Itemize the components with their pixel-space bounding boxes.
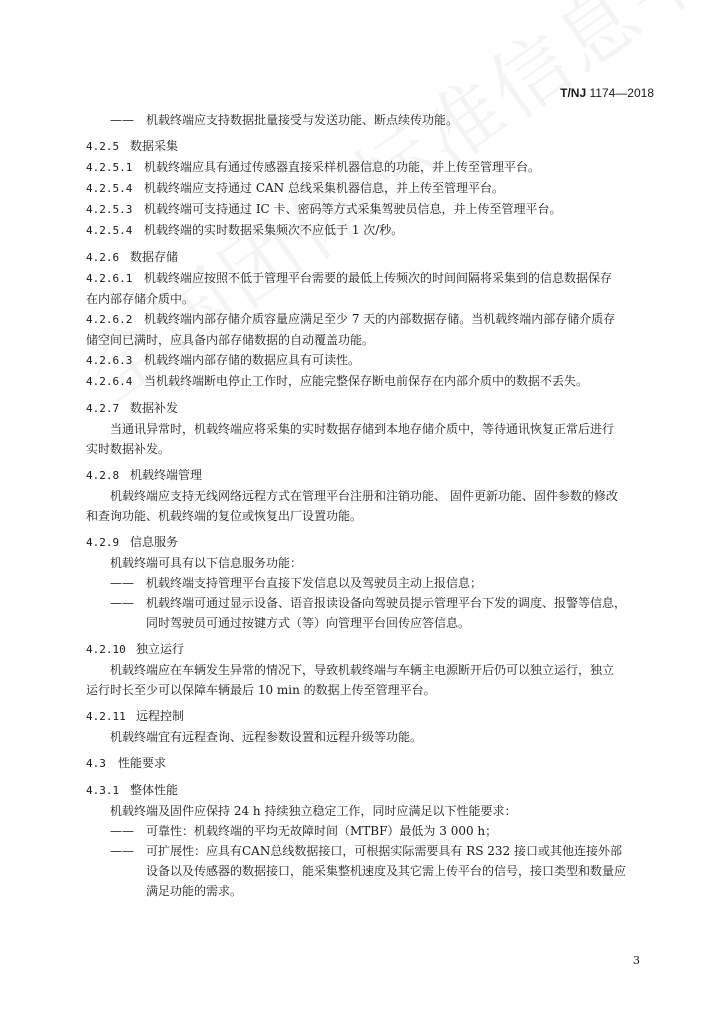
section-heading (86, 639, 654, 660)
section-heading (86, 247, 654, 268)
section-heading (86, 780, 654, 801)
list-item-continuation: 同时驾驶员可通过按键方式（等）向管理平台回传应答信息。 (146, 616, 471, 630)
clause-text: 机载终端应具有通过传感器直接采样机器信息的功能，并上传至管理平台。 (144, 160, 541, 174)
list-item (86, 573, 654, 593)
section-number: 4.2.7 (86, 402, 120, 415)
list-item-continuation: 满足功能的需求。 (146, 884, 243, 898)
list-item (86, 821, 654, 841)
list-item-text: 机载终端支持管理平台直接下发信息以及驾驶员主动上报信息； (146, 576, 483, 590)
clause-text: 机载终端应按照不低于管理平台需要的最低上传频次的时间间隔将采集到的信息数据保存 (144, 271, 613, 285)
clause-number: 4.2.6.3 (86, 354, 133, 367)
section-heading (86, 398, 654, 419)
dash-mark: —— (110, 576, 134, 590)
dash-mark: —— (110, 844, 134, 858)
section-number: 4.2.8 (86, 469, 120, 482)
paragraph: 机载终端及固件应保持 24 h 持续独立稳定工作，同时应满足以下性能要求： (110, 804, 517, 818)
clause-number: 4.2.6.4 (86, 375, 133, 388)
clause-number: 4.2.5.4 (86, 182, 133, 195)
section-heading (86, 706, 654, 727)
list-item-text: 可靠性：机载终端的平均无故障时间（MTBF）最低为 3 000 h； (146, 824, 498, 838)
paragraph-continuation: 运行时长至少可以保障车辆最后 10 min 的数据上传至管理平台。 (86, 683, 436, 697)
section-title: 数据存储 (130, 250, 179, 264)
clause (86, 199, 654, 220)
section-heading (86, 465, 654, 486)
list-item (86, 841, 654, 861)
clause (86, 350, 654, 371)
paragraph-continuation: 和查询功能、机载终端的复位或恢复出厂设置功能。 (86, 509, 363, 523)
paragraph: 机载终端可具有以下信息服务功能： (110, 556, 303, 570)
dash-mark: —— (110, 824, 134, 838)
clause-continuation: 在内部存储介质中。 (86, 292, 195, 306)
section-title: 信息服务 (130, 535, 179, 549)
clause-text: 机载终端内部存储介质容量应满足至少 7 天的内部数据存储。当机载终端内部存储介质存 (144, 312, 616, 326)
section-title: 数据采集 (130, 139, 179, 153)
clause-number: 4.2.5.4 (86, 224, 133, 237)
clause (86, 178, 654, 199)
section-number: 4.2.11 (86, 710, 126, 723)
section-title: 独立运行 (136, 642, 185, 656)
clause-text: 机载终端应支持通过 CAN 总线采集机器信息，并上传至管理平台。 (144, 181, 504, 195)
clause-number: 4.2.6.1 (86, 272, 133, 285)
dash-mark: —— (110, 596, 134, 610)
list-item-text: 机载终端应支持数据批量接受与发送功能、断点续传功能。 (146, 113, 459, 127)
section-number: 4.2.5 (86, 140, 120, 153)
clause (86, 220, 654, 241)
list-item-continuation: 设备以及传感器的数据接口，能采集整机速度及其它需上传平台的信号，接口类型和数量应 (146, 864, 627, 878)
clause (86, 371, 654, 392)
section-title: 远程控制 (136, 709, 185, 723)
standard-code (560, 86, 654, 100)
section-heading (86, 532, 654, 553)
clause (86, 268, 654, 289)
clause-number: 4.2.6.2 (86, 313, 133, 326)
paragraph: 机载终端应支持无线网络远程方式在管理平台注册和注销功能、 固件更新功能、固件参数的修改 (110, 489, 618, 503)
section-number: 4.2.10 (86, 643, 126, 656)
section-number: 4.3 (86, 757, 106, 770)
section-number: 4.3.1 (86, 784, 120, 797)
paragraph: 机载终端宜有远程查询、远程参数设置和远程升级等功能。 (110, 730, 423, 744)
clause-number: 4.2.5.1 (86, 161, 133, 174)
section-title: 性能要求 (118, 756, 167, 770)
standard-code-number: 1174—2018 (589, 86, 654, 100)
paragraph: 机载终端应在车辆发生异常的情况下，导致机载终端与车辆主电源断开后仍可以独立运行，独立 (110, 663, 615, 677)
list-item (86, 110, 654, 130)
list-item (86, 593, 654, 613)
section-heading (86, 136, 654, 157)
clause-text: 当机载终端断电停止工作时，应能完整保存断电前保存在内部介质中的数据不丢失。 (144, 374, 589, 388)
clause (86, 309, 654, 330)
clause-text: 机载终端的实时数据采集频次不应低于 1 次/秒。 (144, 223, 404, 237)
section-title: 机载终端管理 (130, 468, 203, 482)
paragraph-continuation: 实时数据补发。 (86, 442, 171, 456)
section-title: 整体性能 (130, 783, 179, 797)
section-number: 4.2.6 (86, 251, 120, 264)
section-title: 数据补发 (130, 401, 179, 415)
dash-mark: —— (110, 113, 134, 127)
page-number: 3 (633, 954, 640, 967)
list-item-text: 机载终端可通过显示设备、语音报读设备向驾驶员提示管理平台下发的调度、报警等信息， (146, 596, 627, 610)
clause (86, 157, 654, 178)
clause-text: 机载终端内部存储的数据应具有可读性。 (144, 353, 361, 367)
standard-code-prefix: T/NJ (560, 86, 587, 100)
clause-number: 4.2.5.3 (86, 203, 133, 216)
section-heading (86, 753, 654, 774)
paragraph: 当通讯异常时，机载终端应将采集的实时数据存储到本地存储介质中，等待通讯恢复正常后进行 (110, 422, 615, 436)
document-body (86, 110, 654, 901)
section-number: 4.2.9 (86, 536, 120, 549)
list-item-text: 可扩展性：应具有CAN总线数据接口，可根据实际需要具有 RS 232 接口或其他连接外部 (146, 844, 622, 858)
clause-text: 机载终端可支持通过 IC 卡、密码等方式采集驾驶员信息，并上传至管理平台。 (144, 202, 562, 216)
clause-continuation: 储空间已满时，应具备内部存储数据的自动覆盖功能。 (86, 333, 375, 347)
